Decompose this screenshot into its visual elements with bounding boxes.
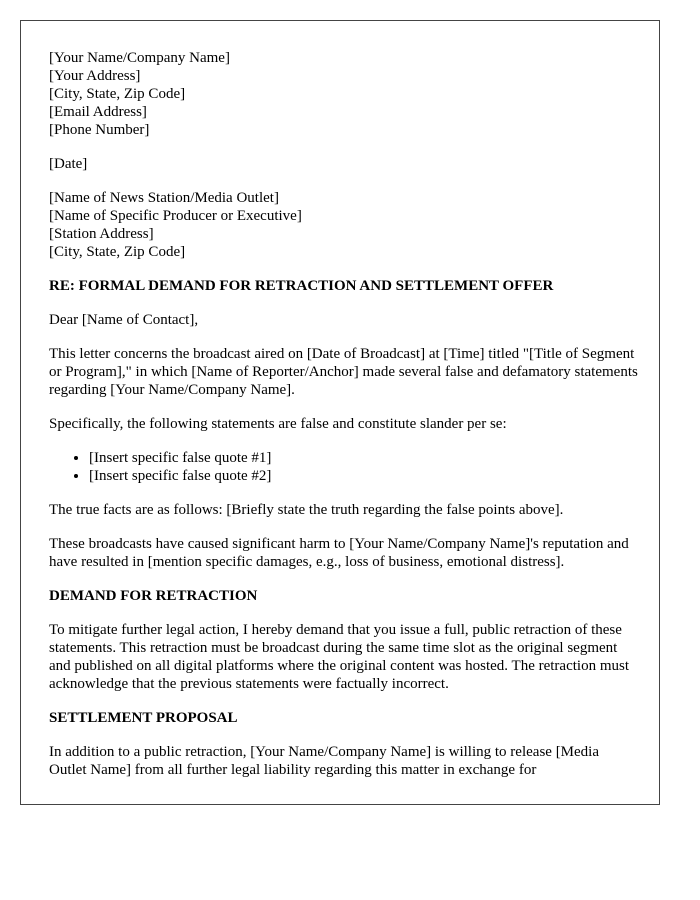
retraction-paragraph: To mitigate further legal action, I hereby demand that you issue a full, public retraction of these statements. This retraction must be broadcast during the same time slot as the original segment and published on all digital platforms where the original content was hosted. The retraction must acknowledge that the previous statements were factually incorrect. <box>49 622 629 692</box>
recipient-city-state-zip: [City, State, Zip Code] <box>49 244 186 260</box>
false-quotes-list <box>49 449 639 485</box>
letter-date: [Date] <box>49 156 88 172</box>
recipient-address-block <box>49 189 639 261</box>
sender-city-state-zip: [City, State, Zip Code] <box>49 86 186 102</box>
subject-line: RE: FORMAL DEMAND FOR RETRACTION AND SETTLEMENT OFFER <box>49 278 554 294</box>
sender-address: [Your Address] <box>49 68 141 84</box>
recipient-outlet: [Name of News Station/Media Outlet] <box>49 190 279 206</box>
retraction-heading: DEMAND FOR RETRACTION <box>49 588 258 604</box>
list-item: • [Insert specific false quote #1] <box>89 449 639 467</box>
letter-content <box>49 49 639 795</box>
true-facts-paragraph: The true facts are as follows: [Briefly state the truth regarding the false points above]. <box>49 502 564 518</box>
recipient-producer: [Name of Specific Producer or Executive] <box>49 208 302 224</box>
sender-phone: [Phone Number] <box>49 122 150 138</box>
harm-paragraph: These broadcasts have caused significant harm to [Your Name/Company Name]'s reputation and have resulted in [mention specific damages, e.g., loss of business, emotional distress]. <box>49 536 629 570</box>
statements-intro: Specifically, the following statements are false and constitute slander per se: <box>49 416 507 432</box>
salutation: Dear [Name of Contact], <box>49 312 199 328</box>
settlement-heading: SETTLEMENT PROPOSAL <box>49 710 238 726</box>
sender-email: [Email Address] <box>49 104 147 120</box>
intro-paragraph: This letter concerns the broadcast aired on [Date of Broadcast] at [Time] titled "[Title of Segment or Program]," in which [Name of Reporter/Anchor] made several false and defamatory statements regarding [Your Name/Company Name]. <box>49 346 638 398</box>
recipient-address: [Station Address] <box>49 226 154 242</box>
settlement-paragraph: In addition to a public retraction, [Your Name/Company Name] is willing to release [Media Outlet Name] from all further legal liability regarding this matter in exchange for <box>49 744 600 778</box>
sender-address-block <box>49 49 639 139</box>
sender-name: [Your Name/Company Name] <box>49 50 230 66</box>
list-item: • [Insert specific false quote #2] <box>89 467 639 485</box>
letter-page <box>20 20 660 805</box>
